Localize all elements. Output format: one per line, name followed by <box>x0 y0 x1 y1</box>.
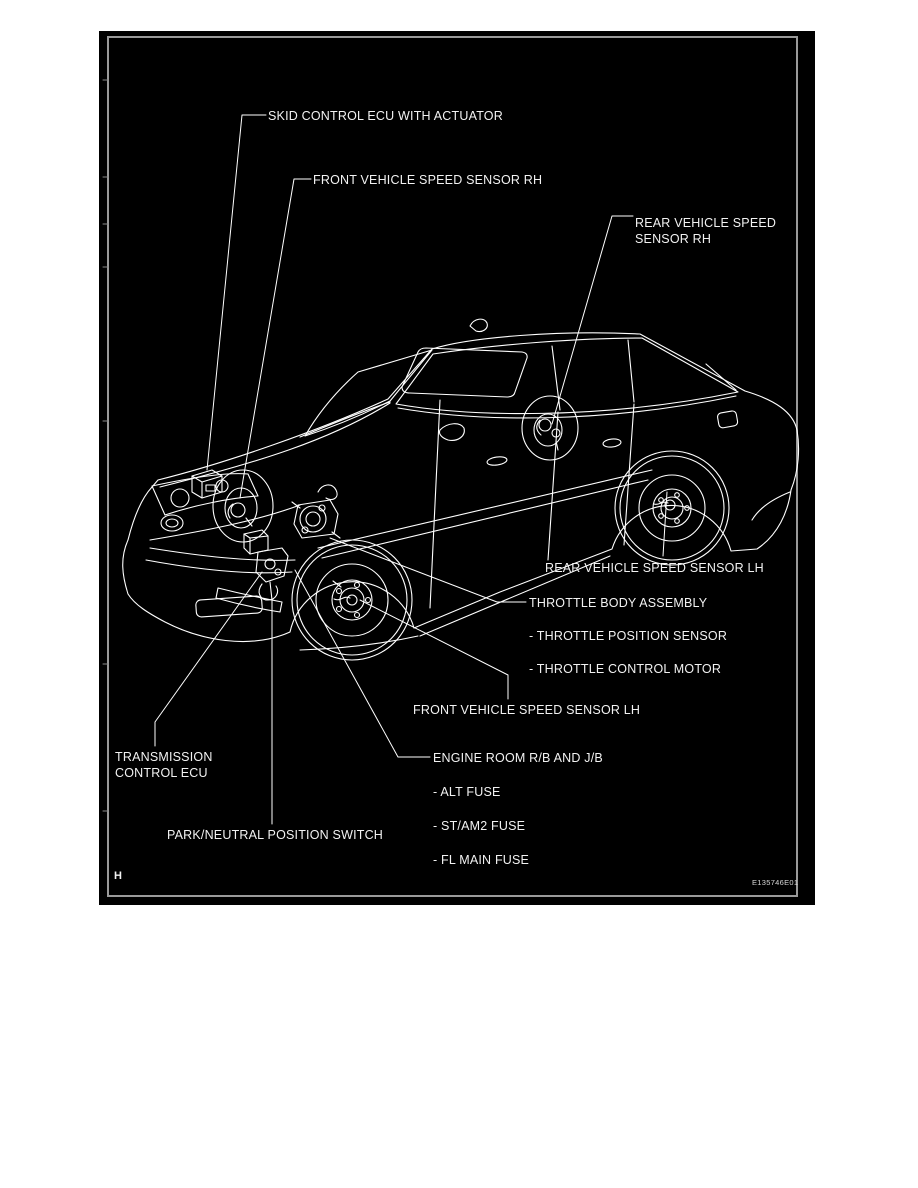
throttle-body-part <box>292 485 340 538</box>
door-handle-rear <box>603 438 622 448</box>
label-park-neutral-switch: PARK/NEUTRAL POSITION SWITCH <box>167 828 384 842</box>
label-alt-fuse: - ALT FUSE <box>433 785 501 799</box>
front-speed-sensor-rh-part <box>231 503 245 517</box>
label-throttle-position-sensor: - THROTTLE POSITION SENSOR <box>529 629 728 643</box>
front-speed-sensor-lh-part <box>347 595 357 605</box>
leader-throttle-body <box>330 538 526 602</box>
fuel-lid <box>717 410 738 428</box>
side-mirror <box>439 424 464 441</box>
rear-wheel-rh-far <box>522 396 578 460</box>
figure-code: E135746E01 <box>752 878 799 887</box>
rear-wheel-lh <box>615 451 729 565</box>
frame-tick-marks <box>103 80 108 811</box>
leader-front-speed-sensor-lh <box>360 600 508 699</box>
label-fl-main-fuse: - FL MAIN FUSE <box>433 853 530 867</box>
leader-front-speed-sensor-rh <box>240 179 311 498</box>
label-engine-room-rb-jb: ENGINE ROOM R/B AND J/B <box>433 751 603 765</box>
label-rear-speed-sensor-rh-line1: REAR VEHICLE SPEED <box>635 216 777 230</box>
label-st-am2-fuse: - ST/AM2 FUSE <box>433 819 526 833</box>
label-rear-speed-sensor-rh-line2: SENSOR RH <box>635 232 712 246</box>
label-transmission-ecu <box>115 749 213 781</box>
label-front-speed-sensor-rh: FRONT VEHICLE SPEED SENSOR RH <box>313 173 543 187</box>
door-handle-front <box>487 456 508 467</box>
leader-engine-room-rb-jb <box>295 570 430 757</box>
leader-skid-control-ecu <box>207 115 266 470</box>
label-throttle-body: THROTTLE BODY ASSEMBLY <box>529 596 708 610</box>
headlight <box>152 474 258 515</box>
label-rear-speed-sensor-lh: REAR VEHICLE SPEED SENSOR LH <box>545 561 764 575</box>
label-skid-control-ecu: SKID CONTROL ECU WITH ACTUATOR <box>268 109 503 123</box>
label-front-speed-sensor-lh: FRONT VEHICLE SPEED SENSOR LH <box>413 703 641 717</box>
front-wheel-lh <box>292 540 412 660</box>
leader-transmission-ecu <box>155 572 262 746</box>
leader-rear-speed-sensor-rh <box>552 216 633 424</box>
rear-speed-sensor-rh-part <box>539 419 551 431</box>
label-throttle-control-motor: - THROTTLE CONTROL MOTOR <box>529 662 722 676</box>
page-marker-h: H <box>114 870 122 882</box>
underbody-lines <box>318 470 652 558</box>
label-transmission-ecu-line1: TRANSMISSION <box>115 750 213 764</box>
skid-control-ecu-part <box>192 470 222 498</box>
front-emblem <box>161 515 183 531</box>
label-transmission-ecu-line2: CONTROL ECU <box>115 766 208 780</box>
far-side-mirror <box>470 319 487 331</box>
label-rear-speed-sensor-rh <box>635 215 776 247</box>
